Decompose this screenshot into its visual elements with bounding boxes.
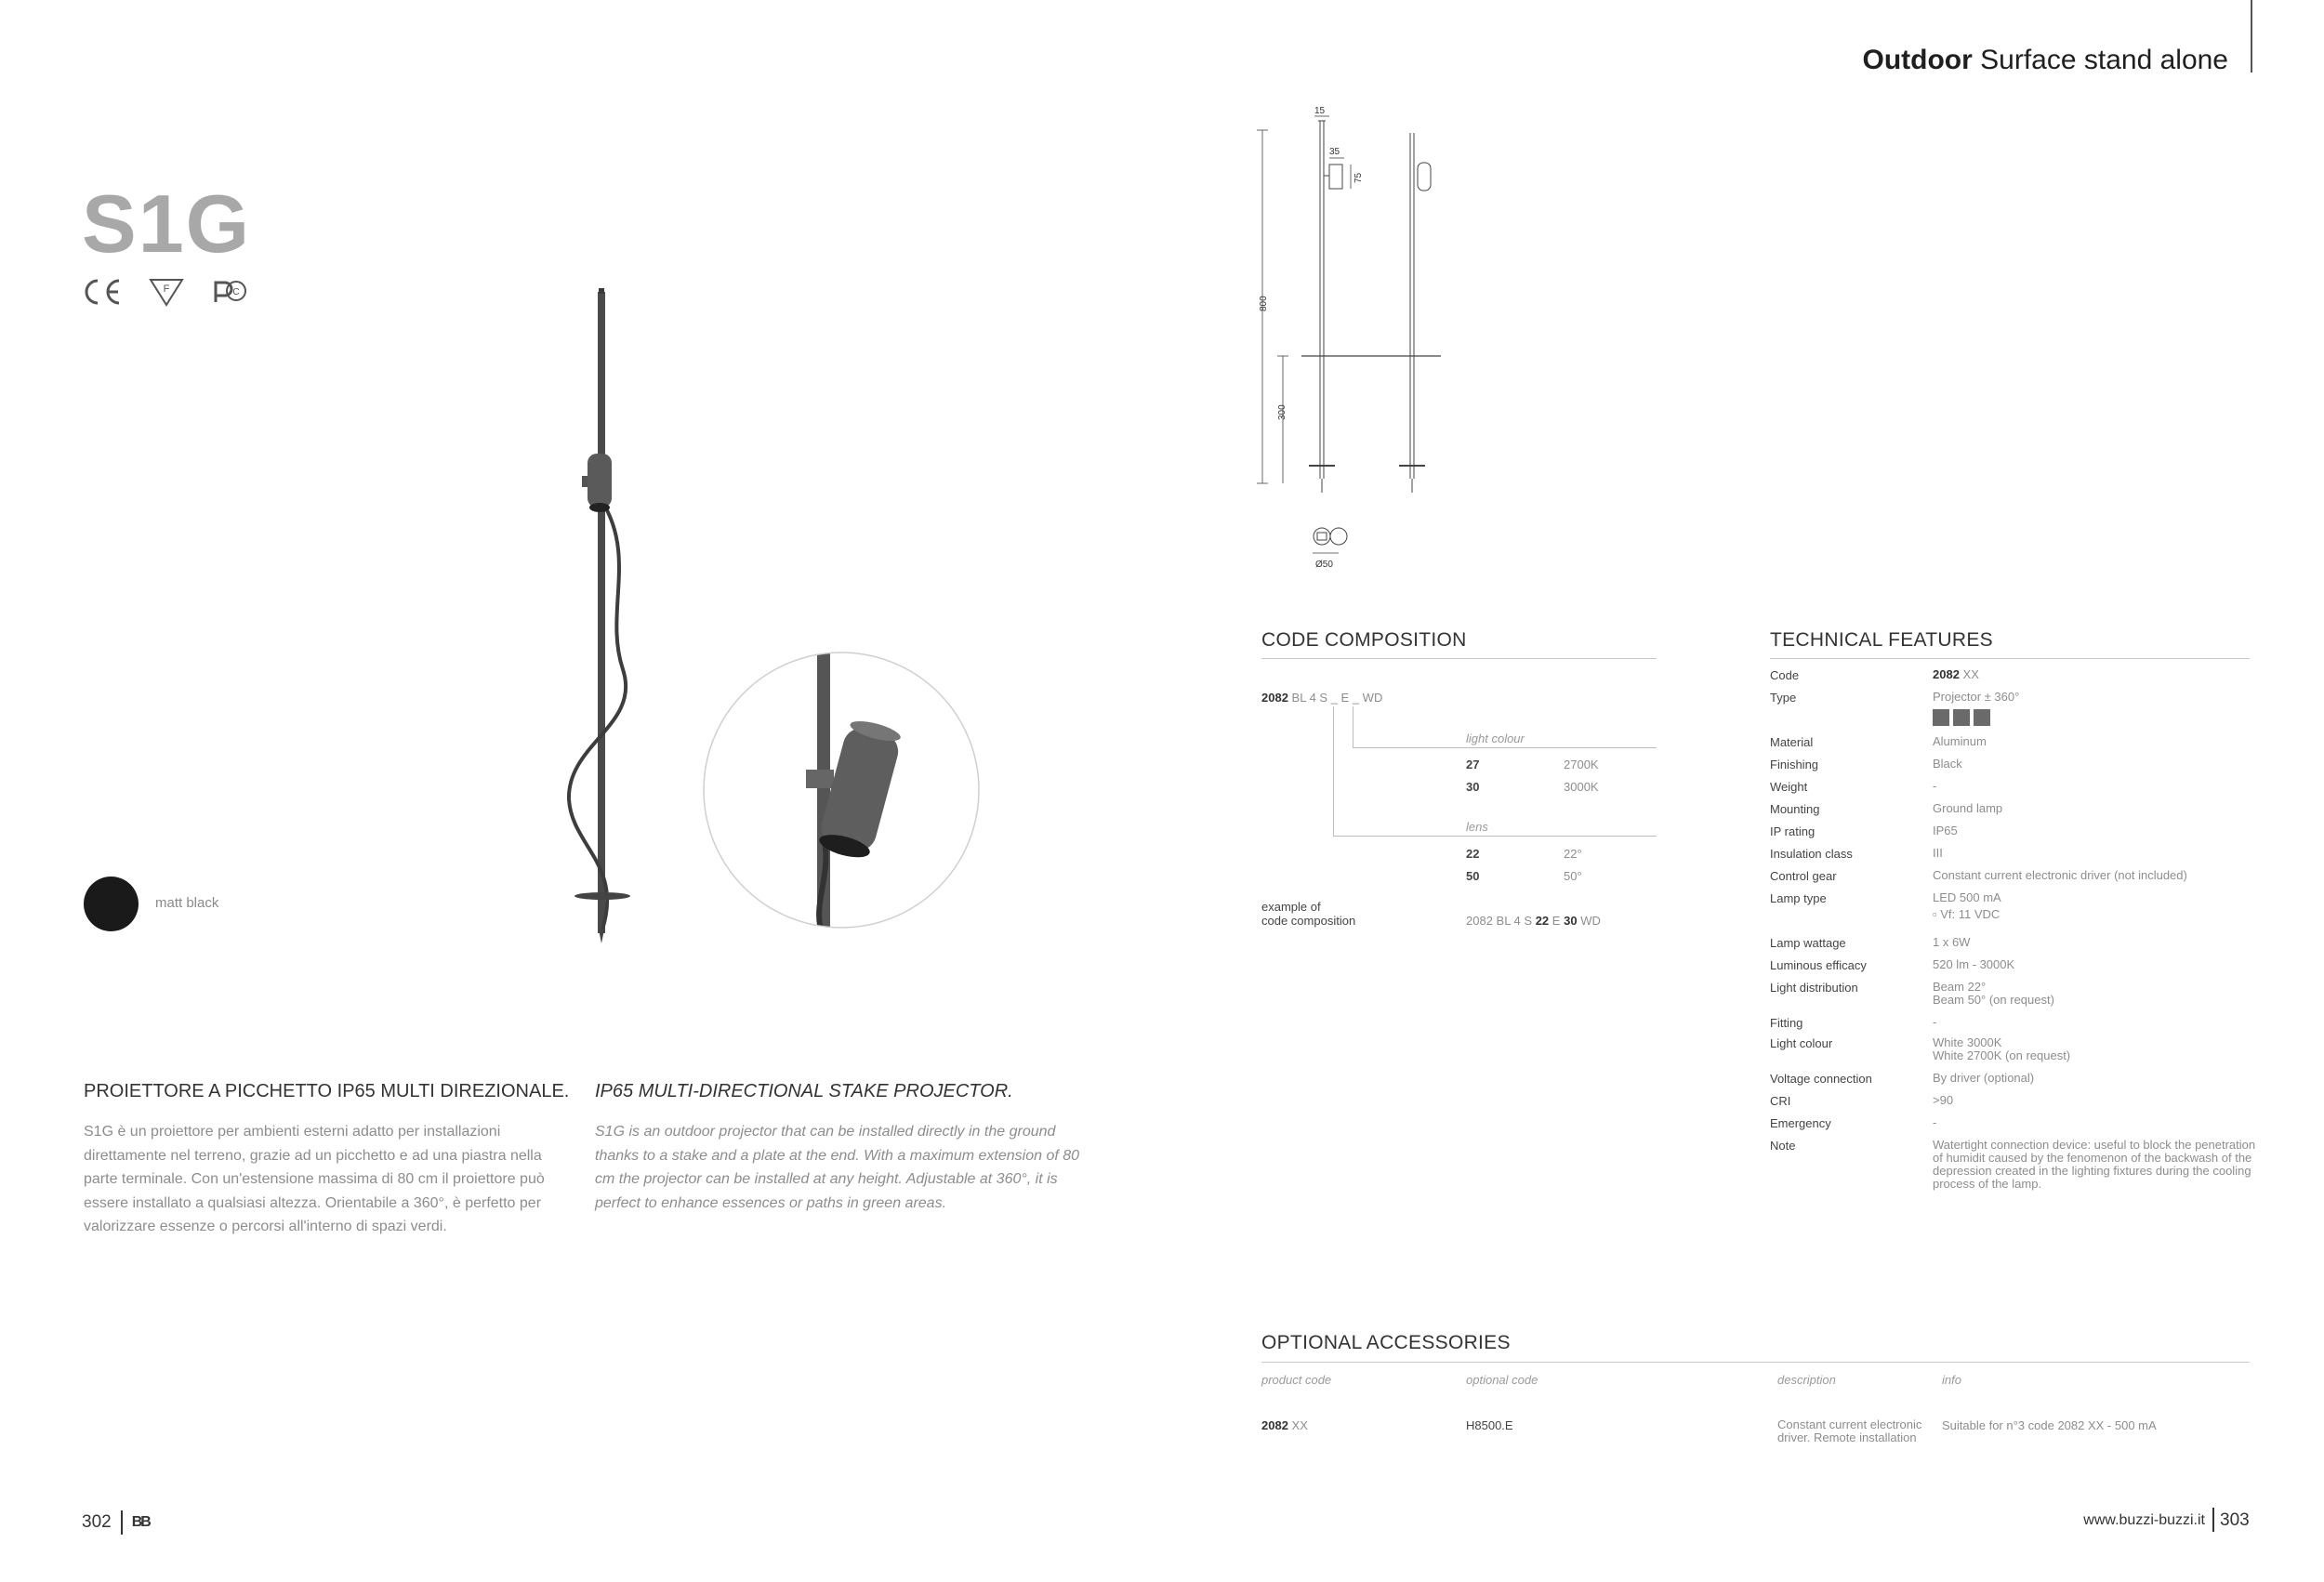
product-name: S1G <box>82 178 252 270</box>
acc-info: Suitable for n°3 code 2082 XX - 500 mA <box>1942 1418 2157 1432</box>
svg-text:C: C <box>232 287 240 297</box>
acc-header-info: info <box>1942 1373 1961 1387</box>
website-link[interactable]: www.buzzi-buzzi.it <box>2083 1512 2205 1528</box>
brand-logo: BB <box>131 1514 150 1530</box>
beam-wide-icon <box>1953 709 1970 726</box>
code-composition-rule <box>1261 658 1657 659</box>
svg-text:Ø50: Ø50 <box>1315 560 1333 570</box>
ce-mark-icon <box>82 278 123 306</box>
pct-mark-icon <box>210 278 251 306</box>
description-it-text: S1G è un proiettore per ambienti esterni adatto per installazioni direttamente nel terreno, grazie ad un picchetto e ad una piastra nella parte terminale. Con un'estensione massima di 80 cm il proiettore può essere installato a qualsiasi altezza. Orientabile a 360°, è perfetto per valorizzare essenze o percorsi all'interno di spazi verdi. <box>84 1124 545 1234</box>
acc-header-product-code: product code <box>1261 1373 1332 1387</box>
description-en-title: IP65 MULTI-DIRECTIONAL STAKE PROJECTOR. <box>595 1081 1013 1101</box>
acc-product-code: 2082 XX <box>1261 1418 1308 1432</box>
code-connector-light-h <box>1353 747 1657 748</box>
code-composition-title: CODE COMPOSITION <box>1261 629 1467 651</box>
description-it-title: PROIETTORE A PICCHETTO IP65 MULTI DIREZIONALE. <box>84 1081 570 1101</box>
f-mark-icon <box>149 277 184 307</box>
detail-zoom-photo <box>702 651 981 929</box>
footer-left <box>82 1510 150 1535</box>
beam-narrow-icon <box>1933 709 1949 726</box>
acc-description: Constant current electronic driver. Remote installation <box>1777 1417 1922 1444</box>
lens-code-22: 22 <box>1466 847 1480 861</box>
section-title-bold: Outdoor <box>1862 45 1973 75</box>
svg-text:300: 300 <box>1277 404 1287 420</box>
svg-text:35: 35 <box>1329 147 1340 157</box>
light-colour-value-27: 2700K <box>1564 758 1599 771</box>
svg-text:F: F <box>163 283 170 295</box>
code-pattern: 2082 BL 4 S _ E _ WD <box>1261 691 1383 705</box>
finish-swatch <box>84 877 139 931</box>
section-title <box>1862 45 2228 76</box>
page-number-right: 303 <box>2220 1510 2250 1530</box>
svg-text:75: 75 <box>1353 172 1364 183</box>
driver-symbol-icon: ▫ <box>1933 907 1937 921</box>
technical-drawing <box>1236 107 1459 590</box>
acc-header-description: description <box>1777 1373 1836 1387</box>
lens-label: lens <box>1466 820 1488 834</box>
technical-features-rule <box>1770 658 2250 659</box>
beam-icons <box>1933 709 1990 726</box>
section-title-rest: Surface stand alone <box>1980 45 2228 75</box>
technical-features-title: TECHNICAL FEATURES <box>1770 629 1993 651</box>
finish-label: matt black <box>155 895 219 911</box>
footer-divider-right <box>2212 1508 2214 1532</box>
certification-marks <box>82 277 251 307</box>
light-colour-code-27: 27 <box>1466 758 1480 771</box>
light-colour-label: light colour <box>1466 732 1525 745</box>
acc-header-optional-code: optional code <box>1466 1373 1538 1387</box>
example-label: example of code composition <box>1261 900 1356 928</box>
lens-value-50: 50° <box>1564 869 1582 883</box>
product-photo <box>548 279 660 948</box>
svg-text:15: 15 <box>1314 107 1326 116</box>
light-colour-value-30: 3000K <box>1564 780 1599 794</box>
optional-accessories-title: OPTIONAL ACCESSORIES <box>1261 1332 1511 1353</box>
lens-code-50: 50 <box>1466 869 1480 883</box>
beam-flood-icon <box>1974 709 1990 726</box>
footer-divider-left <box>121 1510 123 1535</box>
svg-text:800: 800 <box>1259 296 1269 311</box>
acc-optional-code: H8500.E <box>1466 1418 1513 1432</box>
code-connector-lens <box>1333 706 1334 837</box>
description-en-text: S1G is an outdoor projector that can be installed directly in the ground thanks to a stake and a plate at the end. With a maximum extension of 80 cm the projector can be installed at any height. Adjustable at 360°, it is perfect to enhance essences or paths in green areas. <box>595 1124 1080 1211</box>
header-divider <box>2251 0 2252 73</box>
optional-accessories-rule <box>1261 1362 2250 1363</box>
example-code: 2082 BL 4 S 22 E 30 WD <box>1466 914 1601 928</box>
light-colour-code-30: 30 <box>1466 780 1480 794</box>
lens-value-22: 22° <box>1564 847 1582 861</box>
code-connector-lens-h <box>1333 836 1657 837</box>
page-number-left: 302 <box>82 1512 112 1532</box>
